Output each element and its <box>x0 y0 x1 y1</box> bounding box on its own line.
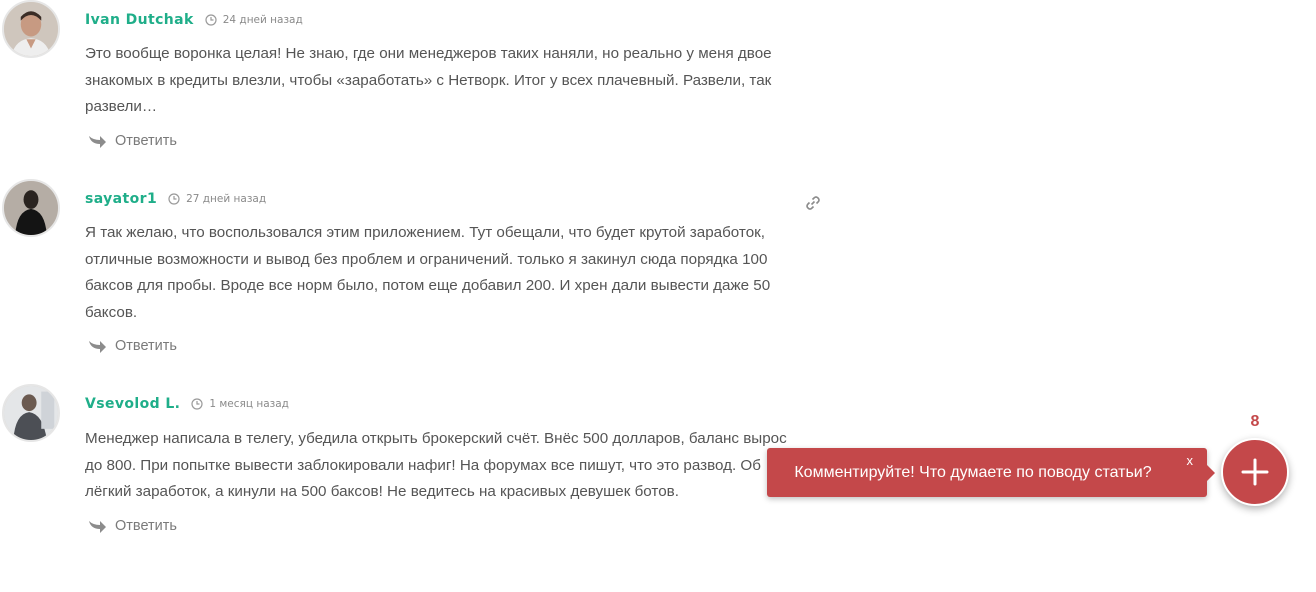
avatar-photo <box>4 2 58 56</box>
reply-button[interactable] <box>87 338 177 354</box>
comment-prompt-text: Комментируйте! Что думаете по поводу статьи? <box>794 463 1152 481</box>
comment-author[interactable]: Ivan Dutchak <box>85 12 194 28</box>
comment-author[interactable]: Vsevolod L. <box>85 396 181 412</box>
comment-text-line: лёгкий заработок, а кинули на 500 баксов! Не ведитесь на красивых девушек ботов. <box>85 483 679 500</box>
comment-text-line: Я так желаю, что воспользовался этим приложением. Тут обещали, что будет крутой заработок, <box>85 224 765 241</box>
link-icon[interactable] <box>805 195 821 211</box>
comment-author[interactable]: sayator1 <box>85 191 158 207</box>
clock-icon <box>205 14 217 26</box>
add-comment-button[interactable] <box>1221 438 1289 506</box>
reply-arrow-icon <box>87 338 107 354</box>
comment-text <box>85 41 810 121</box>
comment-date[interactable]: 24 дней назад <box>222 14 303 26</box>
clock-icon <box>168 193 180 205</box>
avatar[interactable] <box>2 179 60 237</box>
comment-date[interactable]: 1 месяц назад <box>209 398 289 410</box>
reply-button[interactable] <box>87 518 177 534</box>
comment-text-line: развели… <box>85 98 158 115</box>
clock-icon <box>191 398 203 410</box>
avatar[interactable] <box>2 0 60 58</box>
reply-label: Ответить <box>115 338 177 354</box>
comment-text-line: отличные возможности и вывод без проблем и ограничений. только я закинул сюда порядка 100 <box>85 250 768 268</box>
comment-meta <box>85 394 289 414</box>
reply-label: Ответить <box>115 133 177 149</box>
comment-text-line: знакомых в кредиты влезли, чтобы «заработать» с Нетворк. Итог у всех плачевный. Развели, так <box>85 71 772 89</box>
comment-text-line: баксов для пробы. Вроде все норм было, потом еще добавил 200. И хрен дали вывести даже 50 <box>85 277 771 294</box>
comment-text-line: Менеджер написала в телегу, убедила открыть брокерский счёт. Внёс 500 долларов, баланс вырос <box>85 430 787 447</box>
reply-arrow-icon <box>87 133 107 149</box>
close-prompt-button[interactable]: x <box>1186 453 1193 468</box>
comment-text <box>85 220 810 326</box>
comment-text-line: Это вообще воронка целая! Не знаю, где они менеджеров таких наняли, но реально у меня двое <box>85 45 772 62</box>
comment-prompt-bubble[interactable] <box>767 448 1207 497</box>
avatar[interactable] <box>2 384 60 442</box>
comment-date[interactable]: 27 дней назад <box>186 193 267 205</box>
comment-text-line: баксов. <box>85 303 138 321</box>
reply-arrow-icon <box>87 518 107 534</box>
reply-label: Ответить <box>115 518 177 534</box>
comment-meta <box>85 189 266 209</box>
comment-text-line: до 800. При попытке вывести заблокировали нафиг! На форумах все пишут, что это развод. Об <box>85 456 761 474</box>
avatar-photo <box>4 181 58 235</box>
comment-count-badge: 8 <box>1250 413 1260 430</box>
plus-icon <box>1241 458 1269 486</box>
comment-meta <box>85 10 303 30</box>
avatar-photo <box>4 386 58 440</box>
reply-button[interactable] <box>87 133 177 149</box>
comment-text <box>85 426 810 506</box>
